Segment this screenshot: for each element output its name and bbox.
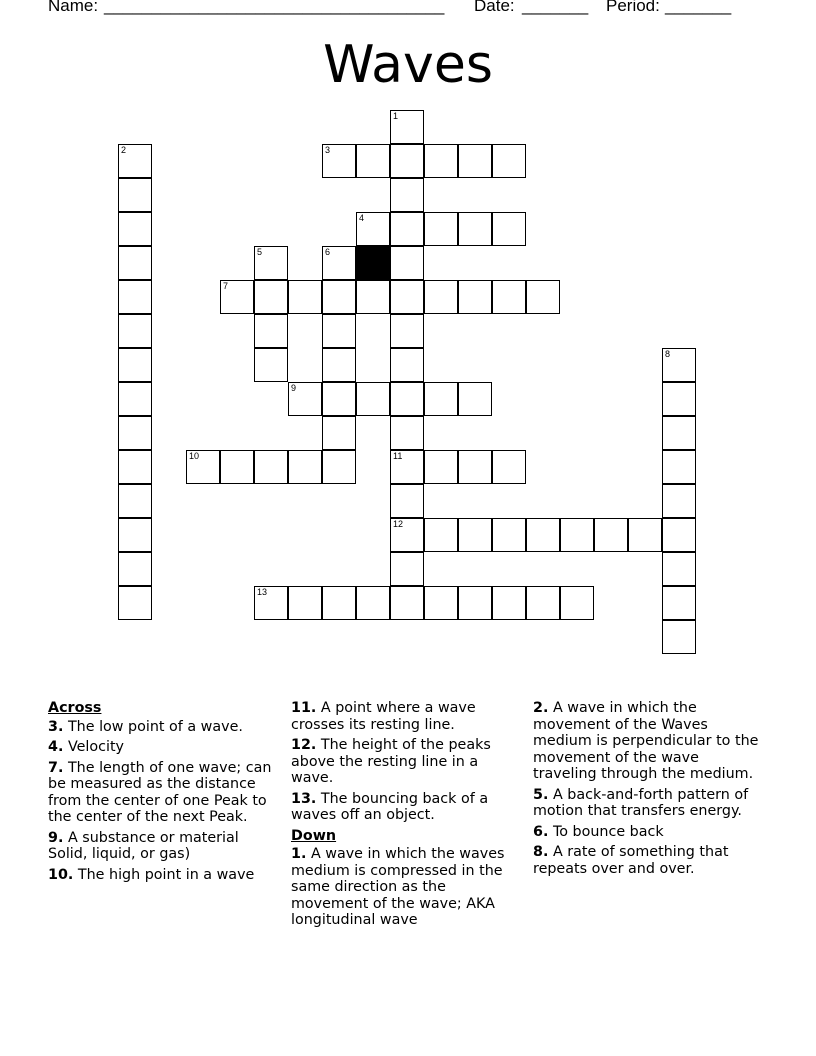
across-clue-9: 9. A substance or material Solid, liquid, or gas) — [48, 829, 239, 862]
down-clue-5: 5. A back-and-forth pattern of motion that transfers energy. — [533, 786, 749, 819]
grid-cell[interactable] — [390, 246, 424, 280]
date-label: Date: — [474, 0, 515, 15]
grid-cell[interactable] — [662, 552, 696, 586]
across-clue-4: 4. Velocity — [48, 739, 125, 755]
grid-cell[interactable] — [424, 518, 458, 552]
grid-cell[interactable] — [662, 518, 696, 552]
date-field[interactable]: _______ — [522, 0, 589, 15]
grid-cell[interactable] — [118, 586, 152, 620]
grid-cell[interactable] — [662, 586, 696, 620]
grid-cell[interactable] — [390, 348, 424, 382]
grid-cell[interactable] — [322, 416, 356, 450]
grid-cell[interactable] — [390, 484, 424, 518]
grid-cell[interactable] — [118, 178, 152, 212]
grid-cell[interactable] — [254, 246, 288, 280]
grid-cell[interactable] — [390, 280, 424, 314]
clue-number: 6 — [325, 247, 331, 257]
grid-cell[interactable] — [254, 314, 288, 348]
clue-number: 13 — [257, 587, 268, 597]
grid-cell[interactable] — [254, 348, 288, 382]
grid-cell[interactable] — [492, 144, 526, 178]
across-clue-12: 12. The height of the peaks above the resting line in a wave. — [291, 737, 491, 786]
grid-cell[interactable] — [118, 246, 152, 280]
grid-cell[interactable] — [118, 484, 152, 518]
grid-cell[interactable] — [322, 382, 356, 416]
grid-cell[interactable] — [594, 518, 628, 552]
clue-number: 8 — [665, 349, 671, 359]
grid-cell[interactable] — [424, 586, 458, 620]
grid-cell[interactable] — [424, 144, 458, 178]
grid-cell[interactable] — [458, 382, 492, 416]
clue-number: 2 — [121, 145, 127, 155]
across-clue-10: 10. The high point in a wave — [48, 866, 255, 883]
grid-cell[interactable] — [662, 382, 696, 416]
grid-cell[interactable] — [390, 518, 424, 552]
grid-cell[interactable] — [118, 314, 152, 348]
down-clue-2: 2. A wave in which the movement of the Waves medium is perpendicular to the movement of the wave traveling through the medium. — [533, 700, 759, 782]
grid-cell[interactable] — [662, 450, 696, 484]
grid-cell[interactable] — [458, 144, 492, 178]
grid-cell[interactable] — [356, 144, 390, 178]
grid-cell[interactable] — [118, 450, 152, 484]
down-clue-6: 6. To bounce back — [533, 823, 664, 840]
grid-cell[interactable] — [424, 382, 458, 416]
across-clue-11: 11. A point where a wave crosses its resting line. — [291, 700, 476, 733]
grid-cell[interactable] — [424, 212, 458, 246]
clue-number: 3 — [325, 145, 331, 155]
clue-number: 7 — [223, 281, 229, 291]
grid-cell[interactable] — [118, 416, 152, 450]
grid-cell[interactable] — [254, 280, 288, 314]
clue-number: 5 — [257, 247, 263, 257]
grid-cell[interactable] — [390, 212, 424, 246]
grid-cell[interactable] — [288, 586, 322, 620]
grid-cell[interactable] — [220, 450, 254, 484]
grid-cell[interactable] — [628, 518, 662, 552]
grid-cell[interactable] — [390, 314, 424, 348]
page-title: Waves — [323, 35, 493, 95]
clues-column-2 — [291, 700, 523, 933]
grid-cell[interactable] — [492, 518, 526, 552]
grid-cell[interactable] — [356, 586, 390, 620]
grid-cell[interactable] — [390, 450, 424, 484]
down-clue-1: 1. A wave in which the waves medium is compressed in the same direction as the movement of the wave; AKA longitudinal wave — [291, 846, 505, 928]
grid-cell[interactable] — [662, 348, 696, 382]
grid-cell[interactable] — [390, 178, 424, 212]
grid-cell[interactable] — [118, 552, 152, 586]
grid-cell[interactable] — [288, 450, 322, 484]
grid-cell[interactable] — [118, 280, 152, 314]
grid-cell[interactable] — [458, 518, 492, 552]
grid-cell[interactable] — [254, 450, 288, 484]
grid-cell[interactable] — [492, 212, 526, 246]
grid-cell[interactable] — [560, 586, 594, 620]
clues-column-3 — [533, 700, 765, 881]
clue-number: 12 — [393, 519, 404, 529]
grid-cell[interactable] — [390, 110, 424, 144]
down-clue-8: 8. A rate of something that repeats over and over. — [533, 844, 729, 877]
grid-cell[interactable] — [118, 212, 152, 246]
grid-cell[interactable] — [254, 586, 288, 620]
grid-cell[interactable] — [662, 620, 696, 654]
grid-cell[interactable] — [526, 518, 560, 552]
grid-cell[interactable] — [322, 280, 356, 314]
clue-number: 9 — [291, 383, 297, 393]
grid-cell[interactable] — [118, 348, 152, 382]
grid-cell[interactable] — [492, 450, 526, 484]
grid-cell[interactable] — [526, 586, 560, 620]
across-clue-3: 3. The low point of a wave. — [48, 718, 243, 735]
grid-cell[interactable] — [390, 552, 424, 586]
grid-cell[interactable] — [390, 144, 424, 178]
grid-cell[interactable] — [322, 450, 356, 484]
grid-cell[interactable] — [458, 586, 492, 620]
grid-cell[interactable] — [220, 280, 254, 314]
grid-cell[interactable] — [560, 518, 594, 552]
grid-cell[interactable] — [288, 382, 322, 416]
grid-cell[interactable] — [424, 450, 458, 484]
down-heading: Down — [291, 827, 337, 844]
grid-cell[interactable] — [458, 212, 492, 246]
grid-cell[interactable] — [662, 484, 696, 518]
across-heading: Across — [48, 700, 102, 716]
grid-cell[interactable] — [288, 280, 322, 314]
grid-cell[interactable] — [662, 416, 696, 450]
grid-cell[interactable] — [492, 586, 526, 620]
period-label: Period: — [606, 0, 660, 15]
name-field[interactable]: ____________________________________ — [104, 0, 445, 15]
grid-cell[interactable] — [322, 348, 356, 382]
grid-cell[interactable] — [322, 144, 356, 178]
grid-cell[interactable] — [390, 382, 424, 416]
grid-cell[interactable] — [458, 280, 492, 314]
name-label: Name: — [48, 0, 99, 15]
grid-cell[interactable] — [186, 450, 220, 484]
grid-cell[interactable] — [322, 314, 356, 348]
across-clue-7: 7. The length of one wave; can be measured as the distance from the center of one Peak to the center of the next Peak. — [48, 759, 272, 825]
grid-cell[interactable] — [322, 246, 356, 280]
clue-number: 10 — [189, 451, 200, 461]
grid-cell[interactable] — [118, 518, 152, 552]
clue-number: 4 — [359, 213, 365, 223]
grid-cell[interactable] — [118, 382, 152, 416]
grid-cell[interactable] — [118, 144, 152, 178]
grid-cell[interactable] — [356, 212, 390, 246]
period-field[interactable]: _______ — [665, 0, 732, 15]
clue-number: 11 — [393, 451, 403, 461]
grid-cell[interactable] — [492, 280, 526, 314]
grid-cell[interactable] — [390, 586, 424, 620]
clue-number: 1 — [393, 111, 399, 121]
grid-cell[interactable] — [390, 416, 424, 450]
grid-cell[interactable] — [322, 586, 356, 620]
grid-cell[interactable] — [356, 280, 390, 314]
grid-cell[interactable] — [526, 280, 560, 314]
clues-column-1 — [48, 700, 280, 887]
across-clue-13: 13. The bouncing back of a waves off an object. — [291, 790, 489, 823]
grid-cell[interactable] — [458, 450, 492, 484]
grid-cell[interactable] — [424, 280, 458, 314]
black-square — [356, 246, 390, 280]
grid-cell[interactable] — [356, 382, 390, 416]
